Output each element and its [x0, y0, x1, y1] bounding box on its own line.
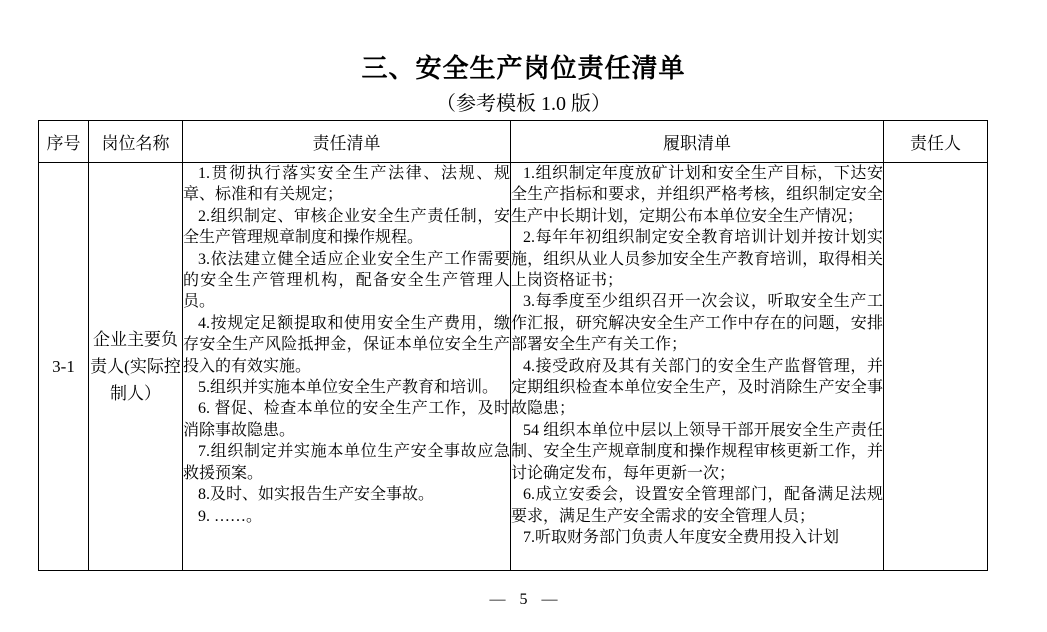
- list-item-paragraph: 6.成立安委会，设置安全管理部门，配备满足法规要求，满足生产安全需求的安全管理人员；: [511, 486, 883, 525]
- list-item-paragraph: 4.按规定足额提取和使用安全生产费用，缴存安全生产风险抵押金，保证本单位安全生产投入的有效实施。: [183, 314, 510, 375]
- list-item-paragraph: 4.接受政府及其有关部门的安全生产监督管理，并定期组织检查本单位安全生产，及时消除生产安全事故隐患；: [511, 357, 883, 418]
- column-header-duty-list: 履职清单: [511, 121, 884, 163]
- list-item-paragraph: 3.每季度至少组织召开一次会议，听取安全生产工作汇报，研究解决安全生产工作中存在的问题，安排部署安全生产有关工作；: [511, 293, 883, 354]
- list-item-paragraph: 3.依法建立健全适应企业安全生产工作需要的安全生产管理机构，配备安全生产管理人员。: [183, 250, 510, 311]
- list-item-paragraph: 7.组织制定并实施本单位生产安全事故应急救援预案。: [183, 443, 510, 482]
- table-header-row: [39, 121, 988, 163]
- cell-post-name: 企业主要负责人(实际控制人）: [89, 163, 183, 571]
- list-item-paragraph: 8.及时、如实报告生产安全事故。: [198, 486, 435, 504]
- column-header-post-name: 岗位名称: [89, 121, 183, 163]
- list-item-paragraph: 2.组织制定、审核企业安全生产责任制，安全生产管理规章制度和操作规程。: [183, 207, 510, 247]
- document-subtitle: （参考模板 1.0 版）: [436, 93, 611, 115]
- list-item-paragraph: 5.组织并实施本单位安全生产教育和培训。: [198, 379, 499, 397]
- column-header-responsibility-list: 责任清单: [183, 121, 511, 163]
- list-item-paragraph: 9. ……。: [198, 507, 263, 525]
- cell-duty-list: [511, 163, 884, 571]
- column-header-serial: 序号: [39, 121, 89, 163]
- cell-responsible-person: [884, 163, 988, 571]
- table-row: [39, 163, 988, 571]
- list-item-paragraph: 1.组织制定年度放矿计划和安全生产目标，下达安全生产指标和要求，并组织严格考核，组织制定安全生产中长期计划，定期公布本单位安全生产情况；: [511, 165, 883, 225]
- cell-responsibility-list: [183, 163, 511, 571]
- document-title: 三、安全生产岗位责任清单: [361, 54, 686, 83]
- list-item-paragraph: 7.听取财务部门负责人年度安全费用投入计划: [523, 528, 840, 546]
- list-item-paragraph: 6. 督促、检查本单位的安全生产工作，及时消除事故隐患。: [183, 400, 510, 439]
- list-item-paragraph: 2.每年年初组织制定安全教育培训计划并按计划实施，组织从业人员参加安全生产教育培训，取得相关上岗资格证书；: [511, 229, 883, 290]
- cell-serial-number: 3-1: [39, 163, 89, 571]
- page-number-footer: — 5 —: [489, 591, 558, 608]
- column-header-responsible-person: 责任人: [884, 121, 988, 163]
- responsibility-table: [38, 120, 988, 571]
- list-item-paragraph: 54 组织本单位中层以上领导干部开展安全生产责任制、安全生产规章制度和操作规程审核更新工作，并讨论确定发布，每年更新一次；: [511, 421, 883, 482]
- list-item-paragraph: 1.贯彻执行落实安全生产法律、法规、规章、标准和有关规定；: [183, 165, 510, 204]
